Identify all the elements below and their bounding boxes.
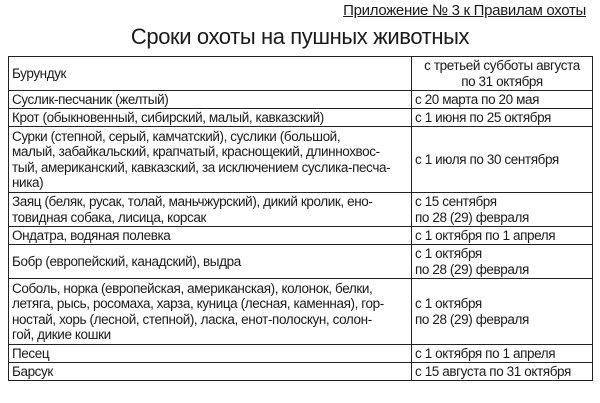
animal-cell: Барсук xyxy=(9,363,412,381)
period-cell: с 1 июля по 30 сентября xyxy=(412,127,593,193)
period-cell: с 20 марта по 20 мая xyxy=(412,91,593,109)
table-row xyxy=(9,91,593,109)
animal-cell: Заяц (беляк, русак, толай, маньчжурский), дикий кролик, ено- товидная собака, лисица, корсак xyxy=(9,193,412,227)
table-row xyxy=(9,193,593,227)
table-row xyxy=(9,227,593,245)
animal-cell: Бобр (европейский, канадский), выдра xyxy=(9,245,412,279)
period-cell: с 1 октября по 28 (29) февраля xyxy=(412,279,593,345)
period-cell: с 15 августа по 31 октября xyxy=(412,363,593,381)
table-row xyxy=(9,127,593,193)
animal-cell: Песец xyxy=(9,345,412,363)
table-row xyxy=(9,245,593,279)
table-row xyxy=(9,345,593,363)
appendix-reference: Приложение № 3 к Правилам охоты xyxy=(343,2,586,19)
animal-cell: Бурундук xyxy=(9,57,412,91)
period-cell: с 1 июня по 25 октября xyxy=(412,109,593,127)
table-row xyxy=(9,57,593,91)
period-cell: с третьей субботы августа по 31 октября xyxy=(412,57,593,91)
table-row xyxy=(9,279,593,345)
animal-cell: Ондатра, водяная полевка xyxy=(9,227,412,245)
period-cell: с 1 октября по 28 (29) февраля xyxy=(412,245,593,279)
hunting-seasons-table xyxy=(8,56,593,381)
period-cell: с 15 сентября по 28 (29) февраля xyxy=(412,193,593,227)
period-cell: с 1 октября по 1 апреля xyxy=(412,345,593,363)
page-title: Сроки охоты на пушных животных xyxy=(130,24,470,49)
table-row xyxy=(9,363,593,381)
table-row xyxy=(9,109,593,127)
animal-cell: Суслик-песчаник (желтый) xyxy=(9,91,412,109)
animal-cell: Соболь, норка (европейская, американская), колонок, белки, летяга, рысь, росомаха, харза, куница (лесная, каменная), гор- ностай, хорь (лесной, степной), ласка, енот-полоскун, солон- гой, дикие кошки xyxy=(9,279,412,345)
animal-cell: Крот (обыкновенный, сибирский, малый, кавказский) xyxy=(9,109,412,127)
period-cell: с 1 октября по 1 апреля xyxy=(412,227,593,245)
animal-cell: Сурки (степной, серый, камчатский), суслики (большой, малый, забайкальский, крапчатый, краснощекий, длиннохвос- тый, американский, кавказский, за исключением суслика-песча- ника) xyxy=(9,127,412,193)
